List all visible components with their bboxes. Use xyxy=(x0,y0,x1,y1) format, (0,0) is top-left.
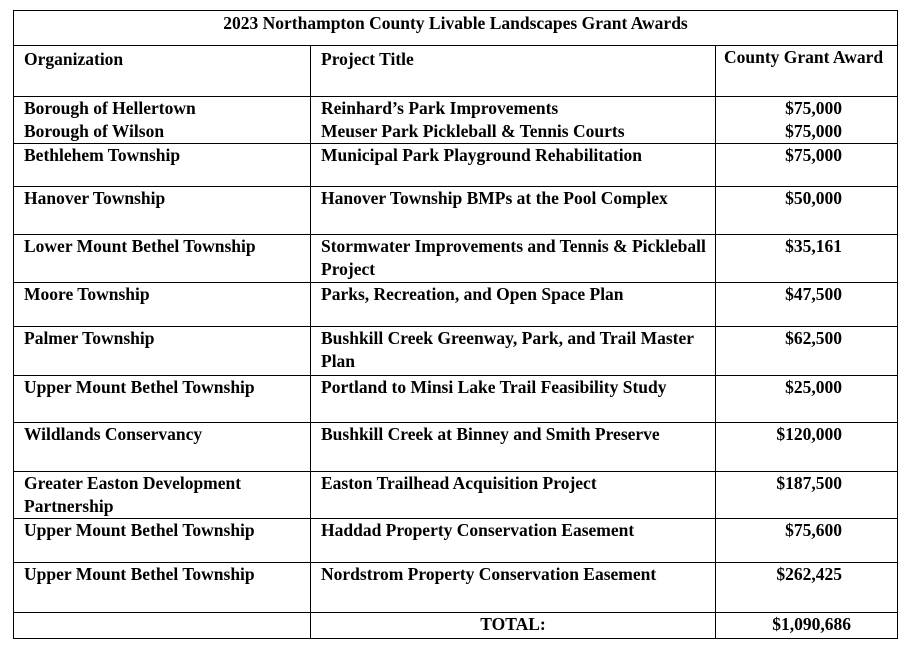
table-row xyxy=(14,519,898,563)
header-organization: Organization xyxy=(14,46,311,97)
award-cell xyxy=(716,97,898,144)
total-row xyxy=(14,613,898,639)
organization-cell: Palmer Township xyxy=(14,327,311,376)
organization-cell: Upper Mount Bethel Township xyxy=(14,519,311,563)
total-empty-cell xyxy=(14,613,311,639)
organization-cell: Hanover Township xyxy=(14,187,311,235)
table-title-row xyxy=(14,11,898,46)
header-row xyxy=(14,46,898,97)
organization-cell: Wildlands Conservancy xyxy=(14,423,311,472)
table-row xyxy=(14,563,898,613)
project-title: Meuser Park Pickleball & Tennis Courts xyxy=(321,121,625,141)
table-row xyxy=(14,97,898,144)
table-row xyxy=(14,376,898,423)
project-cell: Municipal Park Playground Rehabilitation xyxy=(311,144,716,187)
project-cell xyxy=(311,97,716,144)
organization-cell: Greater Easton Development Partnership xyxy=(14,472,311,519)
header-project-title: Project Title xyxy=(311,46,716,97)
award-cell: $75,600 xyxy=(716,519,898,563)
award-cell: $50,000 xyxy=(716,187,898,235)
organization-name: Borough of Wilson xyxy=(24,121,165,141)
header-county-grant-award: County Grant Award xyxy=(716,46,898,97)
project-cell: Bushkill Creek Greenway, Park, and Trail Master Plan xyxy=(311,327,716,376)
total-amount: $1,090,686 xyxy=(716,613,898,639)
project-cell: Bushkill Creek at Binney and Smith Preserve xyxy=(311,423,716,472)
organization-cell: Moore Township xyxy=(14,283,311,327)
organization-cell: Upper Mount Bethel Township xyxy=(14,563,311,613)
table-row xyxy=(14,283,898,327)
organization-name: Borough of Hellertown xyxy=(24,98,196,118)
project-title: Hanover Township BMPs at the Pool Complex xyxy=(321,188,668,208)
award-cell: $262,425 xyxy=(716,563,898,613)
table-row xyxy=(14,235,898,283)
award-cell: $62,500 xyxy=(716,327,898,376)
grant-awards-table xyxy=(13,10,898,639)
table-row xyxy=(14,472,898,519)
project-cell: Haddad Property Conservation Easement xyxy=(311,519,716,563)
table-title: 2023 Northampton County Livable Landscapes Grant Awards xyxy=(14,11,898,46)
award-cell: $25,000 xyxy=(716,376,898,423)
table-row xyxy=(14,423,898,472)
award-cell: $120,000 xyxy=(716,423,898,472)
table-row xyxy=(14,144,898,187)
organization-cell: Bethlehem Township xyxy=(14,144,311,187)
organization-cell: Lower Mount Bethel Township xyxy=(14,235,311,283)
project-cell: Easton Trailhead Acquisition Project xyxy=(311,472,716,519)
organization-cell: Upper Mount Bethel Township xyxy=(14,376,311,423)
project-cell: Stormwater Improvements and Tennis & Pickleball Project xyxy=(311,235,716,283)
award-amount: $75,000 xyxy=(785,121,843,141)
award-cell: $35,161 xyxy=(716,235,898,283)
organization-cell xyxy=(14,97,311,144)
award-cell: $187,500 xyxy=(716,472,898,519)
project-cell: Nordstrom Property Conservation Easement xyxy=(311,563,716,613)
project-cell: Parks, Recreation, and Open Space Plan xyxy=(311,283,716,327)
project-cell xyxy=(311,187,716,235)
award-amount: $75,000 xyxy=(785,98,843,118)
project-cell: Portland to Minsi Lake Trail Feasibility Study xyxy=(311,376,716,423)
table-row xyxy=(14,327,898,376)
award-cell: $75,000 xyxy=(716,144,898,187)
total-label: TOTAL: xyxy=(311,613,716,639)
award-cell: $47,500 xyxy=(716,283,898,327)
table-row xyxy=(14,187,898,235)
project-title: Reinhard’s Park Improvements xyxy=(321,98,559,118)
